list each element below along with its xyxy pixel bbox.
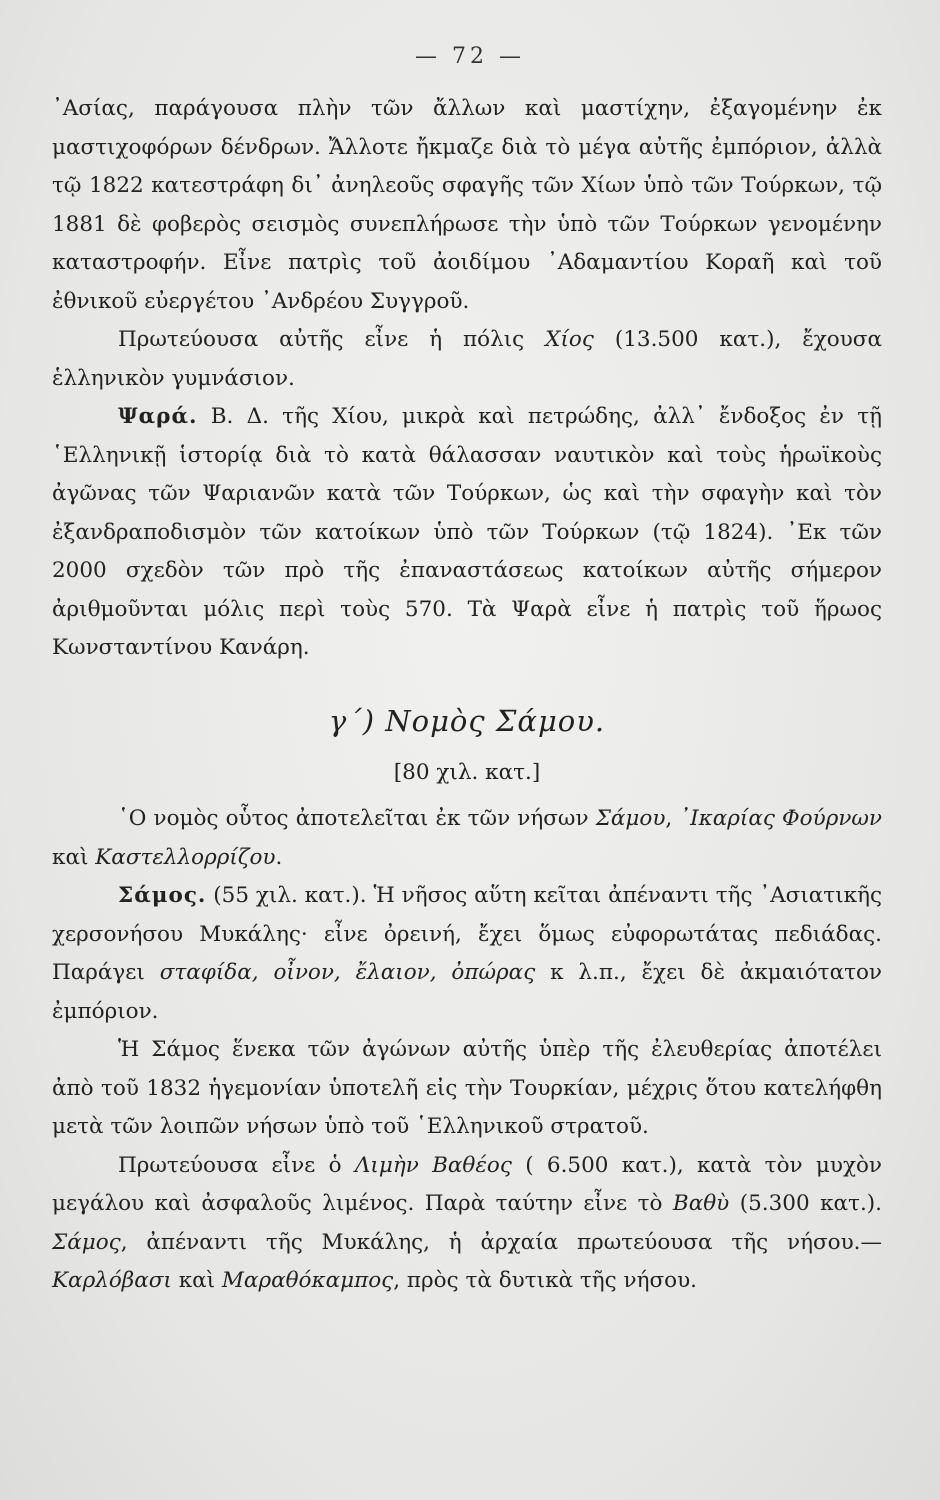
paragraph-samos: [52, 877, 882, 1031]
text: ( 6.500 κατ.), κατὰ τὸν μυχὸν μεγάλου καὶ ἀσφαλοῦς λιμένος. Παρὰ ταύτην εἶνε τὸ: [52, 1152, 882, 1216]
paragraph-samos-capital: [52, 1147, 882, 1301]
text: Πρωτεύουσα αὐτῆς εἶνε ἡ πόλις: [118, 327, 546, 352]
page-body: [52, 90, 882, 1301]
text: (55 χιλ. κατ.). Ἡ νῆσος αὕτη κεῖται ἀπέναντι τῆς ᾿Ασιατικῆς χερσονήσου Μυκάλης· εἶνε ὀρεινή, ἔχει ὅμως εὐφορωτάτας πεδιάδας. Παράγει: [52, 883, 882, 985]
island-name-psara: Ψαρά.: [118, 404, 198, 429]
island-name-ikarias-fournon: ᾿Ικαρίας Φούρνων: [679, 806, 883, 831]
text: κ λ.π., ἔχει δὲ ἀκμαιότατον ἐμπόριον.: [52, 960, 882, 1024]
town-name-vathy: Βαθὺ: [672, 1191, 730, 1216]
text: ,: [665, 806, 680, 831]
page-number: — 72 —: [415, 44, 525, 69]
paragraph-chios-capital: [52, 321, 882, 398]
paragraph-samos-hegemony: Ἡ Σάμος ἕνεκα τῶν ἀγώνων αὐτῆς ὑπὲρ τῆς ἐλευθερίας ἀποτέλει ἀπὸ τοῦ 1832 ἡγεμονίαν ὑποτελῆ εἰς τὴν Τουρκίαν, μέχρις ὅτου κατελήφθη μετὰ τῶν λοιπῶν νήσων ὑπὸ τοῦ ῾Ελληνικοῦ στρατοῦ.: [52, 1037, 882, 1139]
paragraph-chios-history: ᾿Ασίας, παράγουσα πλὴν τῶν ἄλλων καὶ μαστίχην, ἐξαγομένην ἐκ μαστιχοφόρων δένδρων. Ἄλλοτε ἤκμαζε διὰ τὸ μέγα αὐτῆς ἐμπόριον, ἀλλὰ τῷ 1822 κατεστράφη δι᾿ ἀνηλεοῦς σφαγῆς τῶν Χίων ὑπὸ τῶν Τούρκων, τῷ 1881 δὲ φοβερὸς σεισμὸς συνεπλήρωσε τὴν ὑπὸ τῶν Τούρκων γενομένην καταστροφήν. Εἶνε πατρὶς τοῦ ἀοιδίμου ᾿Αδαμαντίου Κοραῆ καὶ τοῦ ἐθνικοῦ εὐεργέτου ᾿Ανδρέου Συγγροῦ.: [52, 96, 882, 314]
section-population: [80 χιλ. κατ.]: [393, 759, 541, 785]
town-name-karlovasi: Καρλόβασι: [52, 1268, 172, 1293]
city-name-chios: Χίος: [545, 327, 594, 352]
section-heading: γ΄) Νομὸς Σάμου.: [328, 703, 606, 738]
text: , ἀπέναντι τῆς Μυκάλης, ἡ ἀρχαία πρωτεύουσα τῆς νήσου.—: [120, 1229, 882, 1255]
text: Β. Δ. τῆς Χίου, μικρὰ καὶ πετρώδης, ἀλλ᾿ ἔνδοξος ἐν τῇ ῾Ελληνικῇ ἱστορίᾳ διὰ τὸ κατὰ θάλασσαν ναυτικὸν καὶ τοὺς ἡρωϊκοὺς ἀγῶνας τῶν Ψαριανῶν κατὰ τῶν Τούρκων, ὡς καὶ τὴν σφαγὴν καὶ τὸν ἐξανδραποδισμὸν τῶν κατοίκων ὑπὸ τῶν Τούρκων (τῷ 1824). ᾿Εκ τῶν 2000 σχεδὸν τῶν πρὸ τῆς ἐπαναστάσεως κατοίκων αὐτῆς σήμερον ἀριθμοῦνται μόλις περὶ τοὺς 570. Τὰ Ψαρὰ εἶνε ἡ πατρὶς τοῦ ἥρωος Κωνσταντίνου Κανάρη.: [52, 404, 882, 660]
island-name-kastellorizou: Καστελλορρίζου: [95, 844, 276, 870]
island-name-samou: Σάμου: [595, 806, 666, 831]
text: (13.500 κατ.), ἔχουσα ἑλληνικὸν γυμνάσιον.: [52, 327, 882, 391]
town-name-samos: Σάμος: [52, 1229, 121, 1255]
text: καὶ: [171, 1268, 222, 1293]
text: (5.300 κατ.).: [729, 1191, 882, 1216]
paragraph-psara: [52, 398, 882, 668]
town-name-marathokampos: Μαραθόκαμπος: [221, 1268, 394, 1293]
text: Πρωτεύουσα εἶνε ὁ: [118, 1152, 355, 1178]
samos-products: σταφίδα, οἶνον, ἔλαιον, ὀπώρας: [159, 960, 536, 985]
island-name-samos: Σάμος.: [118, 883, 207, 908]
text: καὶ: [52, 844, 96, 870]
text: , πρὸς τὰ δυτικὰ τῆς νήσου.: [393, 1268, 697, 1293]
town-name-limin-vatheos: Λιμὴν Βαθέος: [354, 1152, 512, 1178]
text: .: [275, 844, 283, 870]
paragraph-nomos-islands: [52, 800, 882, 877]
text: ῾Ο νομὸς οὗτος ἀποτελεῖται ἐκ τῶν νήσων: [118, 806, 596, 831]
